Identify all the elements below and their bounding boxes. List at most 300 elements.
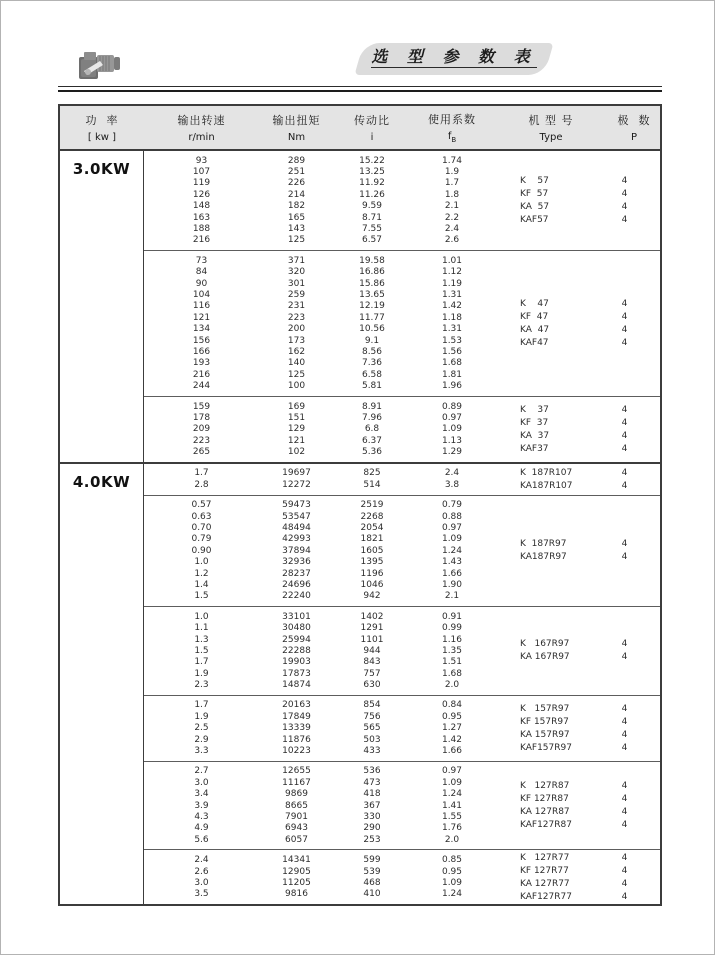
speed-cell: 1.7 — [194, 468, 209, 479]
unit-subscript: B — [451, 136, 457, 144]
type-cell: KAF127R87 — [520, 820, 572, 831]
poles-cell: 4 — [621, 807, 628, 818]
ratio-cell: 756 — [363, 711, 381, 722]
speed-cell: 3.5 — [194, 889, 209, 900]
torque-cell: 11205 — [282, 877, 311, 888]
gearmotor-illustration — [76, 47, 126, 83]
column-unit: Type — [539, 132, 563, 143]
factor-cell: 1.24 — [441, 545, 463, 556]
speed-cell: 159 — [192, 401, 211, 412]
torque-cell: 22240 — [282, 591, 311, 602]
torque-cell: 14341 — [282, 855, 311, 866]
page-title-badge — [359, 43, 549, 75]
factor-cell: 2.0 — [444, 834, 460, 845]
ratio-cell: 410 — [363, 889, 381, 900]
torque-cell: 200 — [287, 324, 306, 335]
type-row — [494, 323, 660, 336]
speed-cell: 126 — [192, 189, 211, 200]
type-cell: KA 47 — [520, 324, 550, 335]
torque-cell: 53547 — [282, 511, 311, 522]
ratio-cell: 1101 — [360, 634, 384, 645]
ratio-cell: 11.77 — [359, 312, 385, 323]
blocks-column — [144, 151, 660, 462]
speed-cell: 90 — [195, 278, 208, 289]
data-block — [144, 250, 660, 396]
column-unit: P — [630, 132, 638, 143]
factor-cell: 1.09 — [441, 777, 463, 788]
factor-cell: 1.09 — [441, 534, 463, 545]
column-label: 传动比 — [354, 114, 390, 127]
gearmotor-photo — [76, 47, 126, 87]
ratio-cell: 19.58 — [359, 255, 385, 266]
type-list — [494, 496, 660, 607]
factor-cell: 1.66 — [441, 568, 463, 579]
type-cell: KF 127R87 — [520, 794, 569, 805]
factor-cell: 0.89 — [441, 401, 463, 412]
factor-cell: 1.12 — [441, 267, 463, 278]
type-list — [494, 464, 660, 495]
poles-cell: 4 — [621, 794, 628, 805]
poles-cell: 4 — [621, 337, 628, 348]
speed-cell: 216 — [192, 369, 211, 380]
column-label: 使用系数 — [428, 113, 476, 126]
speed-cell: 1.9 — [194, 668, 209, 679]
speed-cell: 84 — [195, 267, 208, 278]
ratio-cell: 2268 — [360, 511, 384, 522]
torque-cell: 143 — [287, 224, 306, 235]
poles-cell: 4 — [621, 852, 628, 863]
factor-cell: 0.95 — [441, 866, 463, 877]
ratio-cell: 514 — [363, 479, 381, 490]
poles-cell: 4 — [621, 703, 628, 714]
type-row — [494, 651, 660, 664]
type-cell: KA 127R87 — [520, 807, 570, 818]
ratio-cell: 539 — [363, 866, 381, 877]
factor-cell: 1.35 — [441, 645, 463, 656]
ratio-cell: 1046 — [360, 579, 384, 590]
poles-cell: 4 — [621, 480, 628, 491]
factor-cell: 0.91 — [441, 611, 463, 622]
factor-cell: 1.53 — [441, 335, 463, 346]
poles-cell: 4 — [621, 467, 628, 478]
factor-cell: 1.31 — [441, 289, 463, 300]
speed-cell: 188 — [192, 224, 211, 235]
power-label: 3.0KW — [60, 151, 144, 462]
type-cell: KF 157R97 — [520, 716, 569, 727]
speed-cell: 116 — [192, 301, 211, 312]
unit-main: f — [447, 131, 452, 142]
torque-cell: 151 — [287, 412, 306, 423]
ratio-cell: 7.96 — [361, 412, 383, 423]
torque-cell: 33101 — [282, 611, 311, 622]
torque-cell: 6943 — [285, 823, 308, 834]
torque-cell: 251 — [287, 167, 306, 178]
type-row — [494, 819, 660, 832]
power-section — [60, 462, 660, 904]
speed-cell: 2.8 — [194, 479, 209, 490]
column-label: 功 率 — [85, 114, 119, 127]
factor-cell: 0.84 — [441, 700, 463, 711]
speed-cell: 3.4 — [194, 789, 209, 800]
ratio-cell: 944 — [363, 645, 381, 656]
torque-cell: 19697 — [282, 468, 311, 479]
type-cell: K 167R97 — [520, 639, 570, 650]
power-section — [60, 151, 660, 462]
factor-cell: 0.88 — [441, 511, 463, 522]
speed-cell: 244 — [192, 381, 211, 392]
speed-cell: 3.0 — [194, 777, 209, 788]
type-row — [494, 864, 660, 877]
type-row — [494, 403, 660, 416]
ratio-cell: 9.59 — [361, 201, 383, 212]
factor-cell: 1.13 — [441, 435, 463, 446]
factor-cell: 1.55 — [441, 812, 463, 822]
column-header — [60, 106, 144, 149]
factor-cell: 1.68 — [441, 358, 463, 369]
speed-cell: 223 — [192, 435, 211, 446]
ratio-cell: 290 — [363, 823, 381, 834]
data-block — [144, 849, 660, 904]
torque-cell: 7901 — [285, 812, 308, 822]
factor-cell: 2.1 — [444, 591, 460, 602]
factor-cell: 1.9 — [444, 167, 460, 178]
torque-cell: 214 — [287, 189, 306, 200]
factor-cell: 0.79 — [441, 500, 463, 511]
factor-cell: 1.24 — [441, 789, 463, 800]
factor-cell: 1.01 — [441, 255, 463, 266]
type-row — [494, 336, 660, 349]
factor-cell: 3.8 — [444, 479, 460, 490]
type-row — [494, 793, 660, 806]
factor-cell: 1.81 — [441, 369, 463, 380]
torque-cell: 37894 — [282, 545, 311, 556]
column-unit: [ kw ] — [87, 132, 117, 143]
factor-cell: 1.18 — [441, 312, 463, 323]
torque-cell: 226 — [287, 178, 306, 189]
torque-cell: 320 — [287, 267, 306, 278]
type-row — [494, 741, 660, 754]
speed-cell: 104 — [192, 289, 211, 300]
ratio-cell: 418 — [363, 789, 381, 800]
type-cell: K 187R107 — [520, 467, 573, 478]
type-row — [494, 175, 660, 188]
type-list — [494, 251, 660, 396]
type-row — [494, 551, 660, 564]
type-cell: KAF57 — [520, 215, 549, 226]
type-cell: KAF127R77 — [520, 891, 572, 902]
type-row — [494, 466, 660, 479]
factor-cell: 2.4 — [444, 468, 460, 479]
ratio-cell: 11.92 — [359, 178, 385, 189]
torque-cell: 59473 — [282, 500, 311, 511]
ratio-cell: 565 — [363, 723, 381, 734]
torque-cell: 162 — [287, 346, 306, 357]
type-row — [494, 851, 660, 864]
torque-cell: 140 — [287, 358, 306, 369]
ratio-cell: 15.86 — [359, 278, 385, 289]
torque-cell: 30480 — [282, 623, 311, 634]
type-row — [494, 780, 660, 793]
poles-cell: 4 — [621, 891, 628, 902]
ratio-cell: 12.19 — [359, 301, 385, 312]
ratio-cell: 1821 — [360, 534, 384, 545]
ratio-cell: 6.58 — [361, 369, 383, 380]
data-block — [144, 495, 660, 607]
table-header-row — [60, 106, 660, 151]
torque-cell: 121 — [287, 435, 306, 446]
torque-cell: 125 — [287, 369, 306, 380]
torque-cell: 169 — [287, 401, 306, 412]
factor-cell: 1.27 — [441, 723, 463, 734]
factor-cell: 0.97 — [441, 412, 463, 423]
ratio-cell: 503 — [363, 734, 381, 745]
torque-cell: 22288 — [282, 645, 311, 656]
torque-cell: 19903 — [282, 657, 311, 668]
type-cell: KF 37 — [520, 417, 549, 428]
ratio-cell: 1395 — [360, 557, 384, 568]
column-header — [494, 106, 608, 149]
speed-cell: 1.0 — [194, 557, 209, 568]
factor-cell: 2.0 — [444, 680, 460, 691]
speed-cell: 4.3 — [194, 812, 209, 822]
speed-cell: 1.2 — [194, 568, 209, 579]
poles-cell: 4 — [621, 820, 628, 831]
column-label: 机 型 号 — [528, 114, 574, 127]
ratio-cell: 330 — [363, 812, 381, 822]
torque-cell: 12272 — [282, 479, 311, 490]
type-cell: KAF47 — [520, 337, 549, 348]
torque-cell: 14874 — [282, 680, 311, 691]
speed-cell: 216 — [192, 235, 211, 246]
ratio-cell: 825 — [363, 468, 381, 479]
speed-cell: 1.7 — [194, 657, 209, 668]
speed-cell: 166 — [192, 346, 211, 357]
factor-cell: 2.2 — [444, 212, 460, 223]
type-list — [494, 762, 660, 850]
factor-cell: 1.43 — [441, 557, 463, 568]
poles-cell: 4 — [621, 729, 628, 740]
poles-cell: 4 — [621, 781, 628, 792]
ratio-cell: 1196 — [360, 568, 384, 579]
torque-cell: 6057 — [285, 834, 308, 845]
speed-cell: 121 — [192, 312, 211, 323]
torque-cell: 173 — [287, 335, 306, 346]
torque-cell: 125 — [287, 235, 306, 246]
ratio-cell: 854 — [363, 700, 381, 711]
torque-cell: 9869 — [285, 789, 308, 800]
type-cell: KA187R97 — [520, 552, 567, 563]
ratio-cell: 2519 — [360, 500, 384, 511]
type-row — [494, 201, 660, 214]
selection-parameter-table — [58, 104, 662, 906]
torque-cell: 28237 — [282, 568, 311, 579]
poles-cell: 4 — [621, 311, 628, 322]
ratio-cell: 5.36 — [361, 447, 383, 458]
torque-cell: 371 — [287, 255, 306, 266]
speed-cell: 3.9 — [194, 800, 209, 811]
factor-cell: 2.4 — [444, 224, 460, 235]
ratio-cell: 468 — [363, 877, 381, 888]
ratio-cell: 8.56 — [361, 346, 383, 357]
ratio-cell: 536 — [363, 766, 381, 777]
poles-cell: 4 — [621, 189, 628, 200]
torque-cell: 102 — [287, 447, 306, 458]
type-row — [494, 538, 660, 551]
ratio-cell: 8.71 — [361, 212, 383, 223]
factor-cell: 0.85 — [441, 855, 463, 866]
torque-cell: 13339 — [282, 723, 311, 734]
torque-cell: 8665 — [285, 800, 308, 811]
factor-cell: 0.99 — [441, 623, 463, 634]
ratio-cell: 16.86 — [359, 267, 385, 278]
type-cell: K 127R87 — [520, 781, 570, 792]
speed-cell: 1.9 — [194, 711, 209, 722]
type-list — [494, 696, 660, 761]
data-block — [144, 606, 660, 695]
type-cell: KA 37 — [520, 430, 550, 441]
type-row — [494, 297, 660, 310]
type-cell: KA 127R77 — [520, 878, 570, 889]
speed-cell: 209 — [192, 424, 211, 435]
data-block — [144, 464, 660, 495]
factor-cell: 1.7 — [444, 178, 460, 189]
type-row — [494, 806, 660, 819]
speed-cell: 93 — [195, 155, 208, 166]
factor-cell: 1.19 — [441, 278, 463, 289]
factor-cell: 2.1 — [444, 201, 460, 212]
torque-cell: 259 — [287, 289, 306, 300]
poles-cell: 4 — [621, 652, 628, 663]
ratio-cell: 367 — [363, 800, 381, 811]
factor-cell: 1.16 — [441, 634, 463, 645]
ratio-cell: 7.36 — [361, 358, 383, 369]
column-header — [144, 106, 259, 149]
ratio-cell: 13.65 — [359, 289, 385, 300]
type-row — [494, 702, 660, 715]
speed-cell: 2.4 — [194, 855, 209, 866]
torque-cell: 10223 — [282, 746, 311, 757]
speed-cell: 0.63 — [191, 511, 212, 522]
data-block — [144, 151, 660, 250]
speed-cell: 2.6 — [194, 866, 209, 877]
ratio-cell: 1605 — [360, 545, 384, 556]
poles-cell: 4 — [621, 639, 628, 650]
speed-cell: 1.1 — [194, 623, 209, 634]
torque-cell: 9816 — [285, 889, 308, 900]
poles-cell: 4 — [621, 552, 628, 563]
column-header — [410, 106, 494, 149]
ratio-cell: 942 — [363, 591, 381, 602]
poles-cell: 4 — [621, 539, 628, 550]
torque-cell: 17873 — [282, 668, 311, 679]
factor-cell: 1.90 — [441, 579, 463, 590]
poles-cell: 4 — [621, 298, 628, 309]
torque-cell: 17849 — [282, 711, 311, 722]
data-block — [144, 396, 660, 462]
factor-cell: 1.42 — [441, 734, 463, 745]
speed-cell: 1.7 — [194, 700, 209, 711]
speed-cell: 148 — [192, 201, 211, 212]
column-label: 输出转速 — [177, 114, 226, 127]
poles-cell: 4 — [621, 417, 628, 428]
torque-cell: 182 — [287, 201, 306, 212]
torque-cell: 223 — [287, 312, 306, 323]
torque-cell: 32936 — [282, 557, 311, 568]
data-block — [144, 761, 660, 850]
ratio-cell: 10.56 — [359, 324, 385, 335]
torque-cell: 48494 — [282, 523, 311, 534]
type-row — [494, 890, 660, 903]
factor-cell: 1.56 — [441, 346, 463, 357]
factor-cell: 0.95 — [441, 711, 463, 722]
speed-cell: 119 — [192, 178, 211, 189]
speed-cell: 73 — [195, 255, 208, 266]
type-cell: K 187R97 — [520, 539, 567, 550]
speed-cell: 4.9 — [194, 823, 209, 834]
column-unit — [448, 131, 456, 144]
data-block — [144, 695, 660, 761]
ratio-cell: 1291 — [360, 623, 384, 634]
speed-cell: 107 — [192, 167, 211, 178]
factor-cell: 1.8 — [444, 189, 460, 200]
poles-cell: 4 — [621, 324, 628, 335]
speed-cell: 156 — [192, 335, 211, 346]
type-row — [494, 728, 660, 741]
poles-cell: 4 — [621, 443, 628, 454]
type-cell: KAF157R97 — [520, 742, 572, 753]
ratio-cell: 6.8 — [364, 424, 380, 435]
ratio-cell: 630 — [363, 680, 381, 691]
torque-cell: 12905 — [282, 866, 311, 877]
column-header — [334, 106, 410, 149]
type-row — [494, 416, 660, 429]
ratio-cell: 757 — [363, 668, 381, 679]
speed-cell: 178 — [192, 412, 211, 423]
ratio-cell: 13.25 — [359, 167, 385, 178]
ratio-cell: 5.81 — [361, 381, 383, 392]
type-list — [494, 397, 660, 462]
torque-cell: 25994 — [282, 634, 311, 645]
type-cell: K 47 — [520, 298, 549, 309]
speed-cell: 265 — [192, 447, 211, 458]
factor-cell: 1.51 — [441, 657, 463, 668]
type-cell: KA 167R97 — [520, 652, 570, 663]
column-unit: i — [370, 132, 374, 143]
speed-cell: 1.3 — [194, 634, 209, 645]
poles-cell: 4 — [621, 716, 628, 727]
type-row — [494, 429, 660, 442]
ratio-cell: 15.22 — [359, 155, 385, 166]
factor-cell: 1.41 — [441, 800, 463, 811]
header-divider — [58, 86, 662, 92]
speed-cell: 0.90 — [191, 545, 212, 556]
speed-cell: 0.57 — [191, 500, 212, 511]
poles-cell: 4 — [621, 202, 628, 213]
ratio-cell: 253 — [363, 834, 381, 845]
torque-cell: 129 — [287, 424, 306, 435]
type-row — [494, 638, 660, 651]
speed-cell: 1.5 — [194, 591, 209, 602]
torque-cell: 12655 — [282, 766, 311, 777]
torque-cell: 100 — [287, 381, 306, 392]
ratio-cell: 2054 — [360, 523, 384, 534]
factor-cell: 1.24 — [441, 889, 463, 900]
table-body — [60, 151, 660, 904]
ratio-cell: 473 — [363, 777, 381, 788]
column-unit: Nm — [287, 132, 306, 143]
ratio-cell: 6.57 — [361, 235, 383, 246]
type-cell: K 127R77 — [520, 852, 570, 863]
